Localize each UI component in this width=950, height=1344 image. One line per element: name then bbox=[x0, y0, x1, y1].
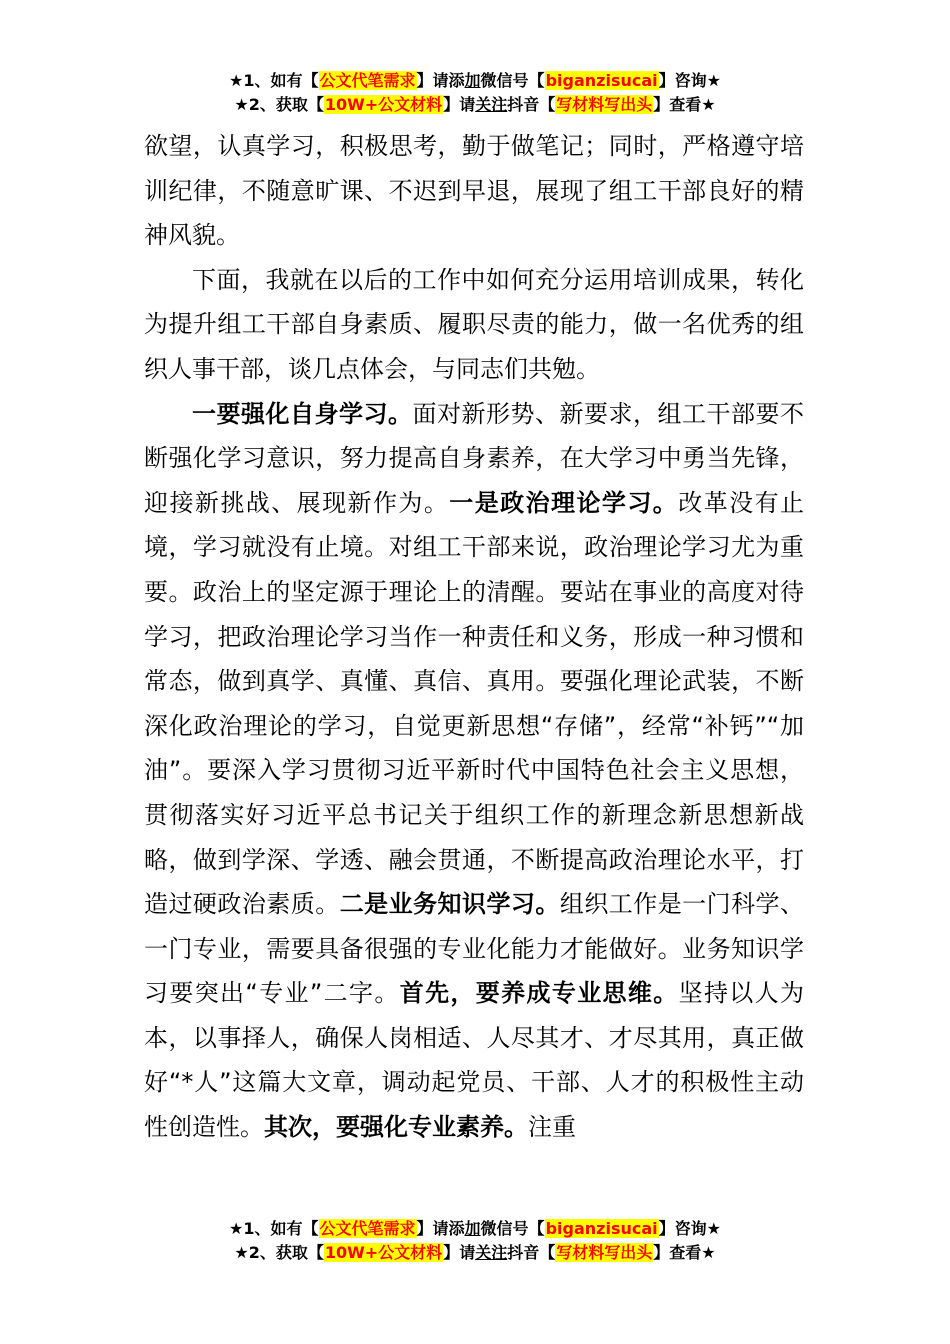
star-icon: ★ bbox=[701, 1243, 716, 1262]
header-banner bbox=[0, 70, 950, 118]
star-icon: ★ bbox=[706, 71, 721, 90]
highlight-douyin: 写材料写出头 bbox=[556, 95, 653, 114]
star-icon: ★ bbox=[229, 71, 244, 90]
paragraph-1: 欲望，认真学习，积极思考，勤于做笔记；同时，严格遵守培训纪律，不随意旷课、不迟到早退，展现了组工干部良好的精神风貌。 bbox=[144, 132, 804, 250]
banner-line-1: ★1、如有【公文代笔需求】请添加微信号【biganzisucai】咨询★ bbox=[229, 71, 721, 90]
highlight-service: 公文代笔需求 bbox=[319, 71, 416, 90]
banner-line-1: ★1、如有【公文代笔需求】请添加微信号【biganzisucai】咨询★ bbox=[229, 1219, 721, 1238]
document-body bbox=[144, 124, 804, 1150]
highlight-wechat-id: biganzisucai bbox=[545, 1219, 658, 1238]
star-icon: ★ bbox=[229, 1219, 244, 1238]
star-icon: ★ bbox=[234, 95, 249, 114]
star-icon: ★ bbox=[706, 1219, 721, 1238]
heading-strengthen-learning: 一要强化自身学习。 bbox=[192, 399, 413, 428]
paragraph-3: 一要强化自身学习。面对新形势、新要求，组工干部要不断强化学习意识，努力提高自身素养，在大学习中勇当先锋，迎接新挑战、展现新作为。一是政治理论学习。改革没有止境，学习就没有止境。对组工干部来说，政治理论学习尤为重要。政治上的坚定源于理论上的清醒。要站在事业的高度对待学习，把政治理论学习当作一种责任和义务，形成一种习惯和常态，做到真学、真懂、真信、真用。要强化理论武装，不断深化政治理论的学习，自觉更新思想“存储”，经常“补钙”“加油”。要深入学习贯彻习近平新时代中国特色社会主义思想，贯彻落实好习近平总书记关于组织工作的新理念新思想新战略，做到学深、学透、融会贯通，不断提高政治理论水平，打造过硬政治素质。二是业务知识学习。组织工作是一门科学、一门专业，需要具备很强的专业化能力才能做好。业务知识学习要突出“专业”二字。首先，要养成专业思维。坚持以人为本，以事择人，确保人岗相适、人尽其才、才尽其用，真正做好“*人”这篇大文章，调动起党员、干部、人才的积极性主动性创造性。其次，要强化专业素养。注重 bbox=[144, 399, 805, 1142]
highlight-douyin: 写材料写出头 bbox=[556, 1243, 653, 1262]
paragraph-2: 下面，我就在以后的工作中如何充分运用培训成果，转化为提升组工干部自身素质、履职尽责的能力，做一名优秀的组织人事干部，谈几点体会，与同志们共勉。 bbox=[144, 265, 804, 383]
footer-banner bbox=[0, 1218, 950, 1266]
highlight-materials: 10W+公文材料 bbox=[324, 95, 443, 114]
star-icon: ★ bbox=[234, 1243, 249, 1262]
highlight-service: 公文代笔需求 bbox=[319, 1219, 416, 1238]
heading-professional-quality: 其次，要强化专业素养。 bbox=[264, 1113, 528, 1142]
heading-political-theory: 一是政治理论学习。 bbox=[449, 488, 679, 517]
highlight-wechat-id: biganzisucai bbox=[545, 71, 658, 90]
banner-line-2: ★2、获取【10W+公文材料】请关注抖音【写材料写出头】查看★ bbox=[234, 1243, 716, 1262]
star-icon: ★ bbox=[701, 95, 716, 114]
banner-line-2: ★2、获取【10W+公文材料】请关注抖音【写材料写出头】查看★ bbox=[234, 95, 716, 114]
highlight-materials: 10W+公文材料 bbox=[324, 1243, 443, 1262]
heading-business-knowledge: 二是业务知识学习。 bbox=[339, 890, 560, 919]
heading-professional-thinking: 首先，要养成专业思维。 bbox=[399, 979, 679, 1008]
